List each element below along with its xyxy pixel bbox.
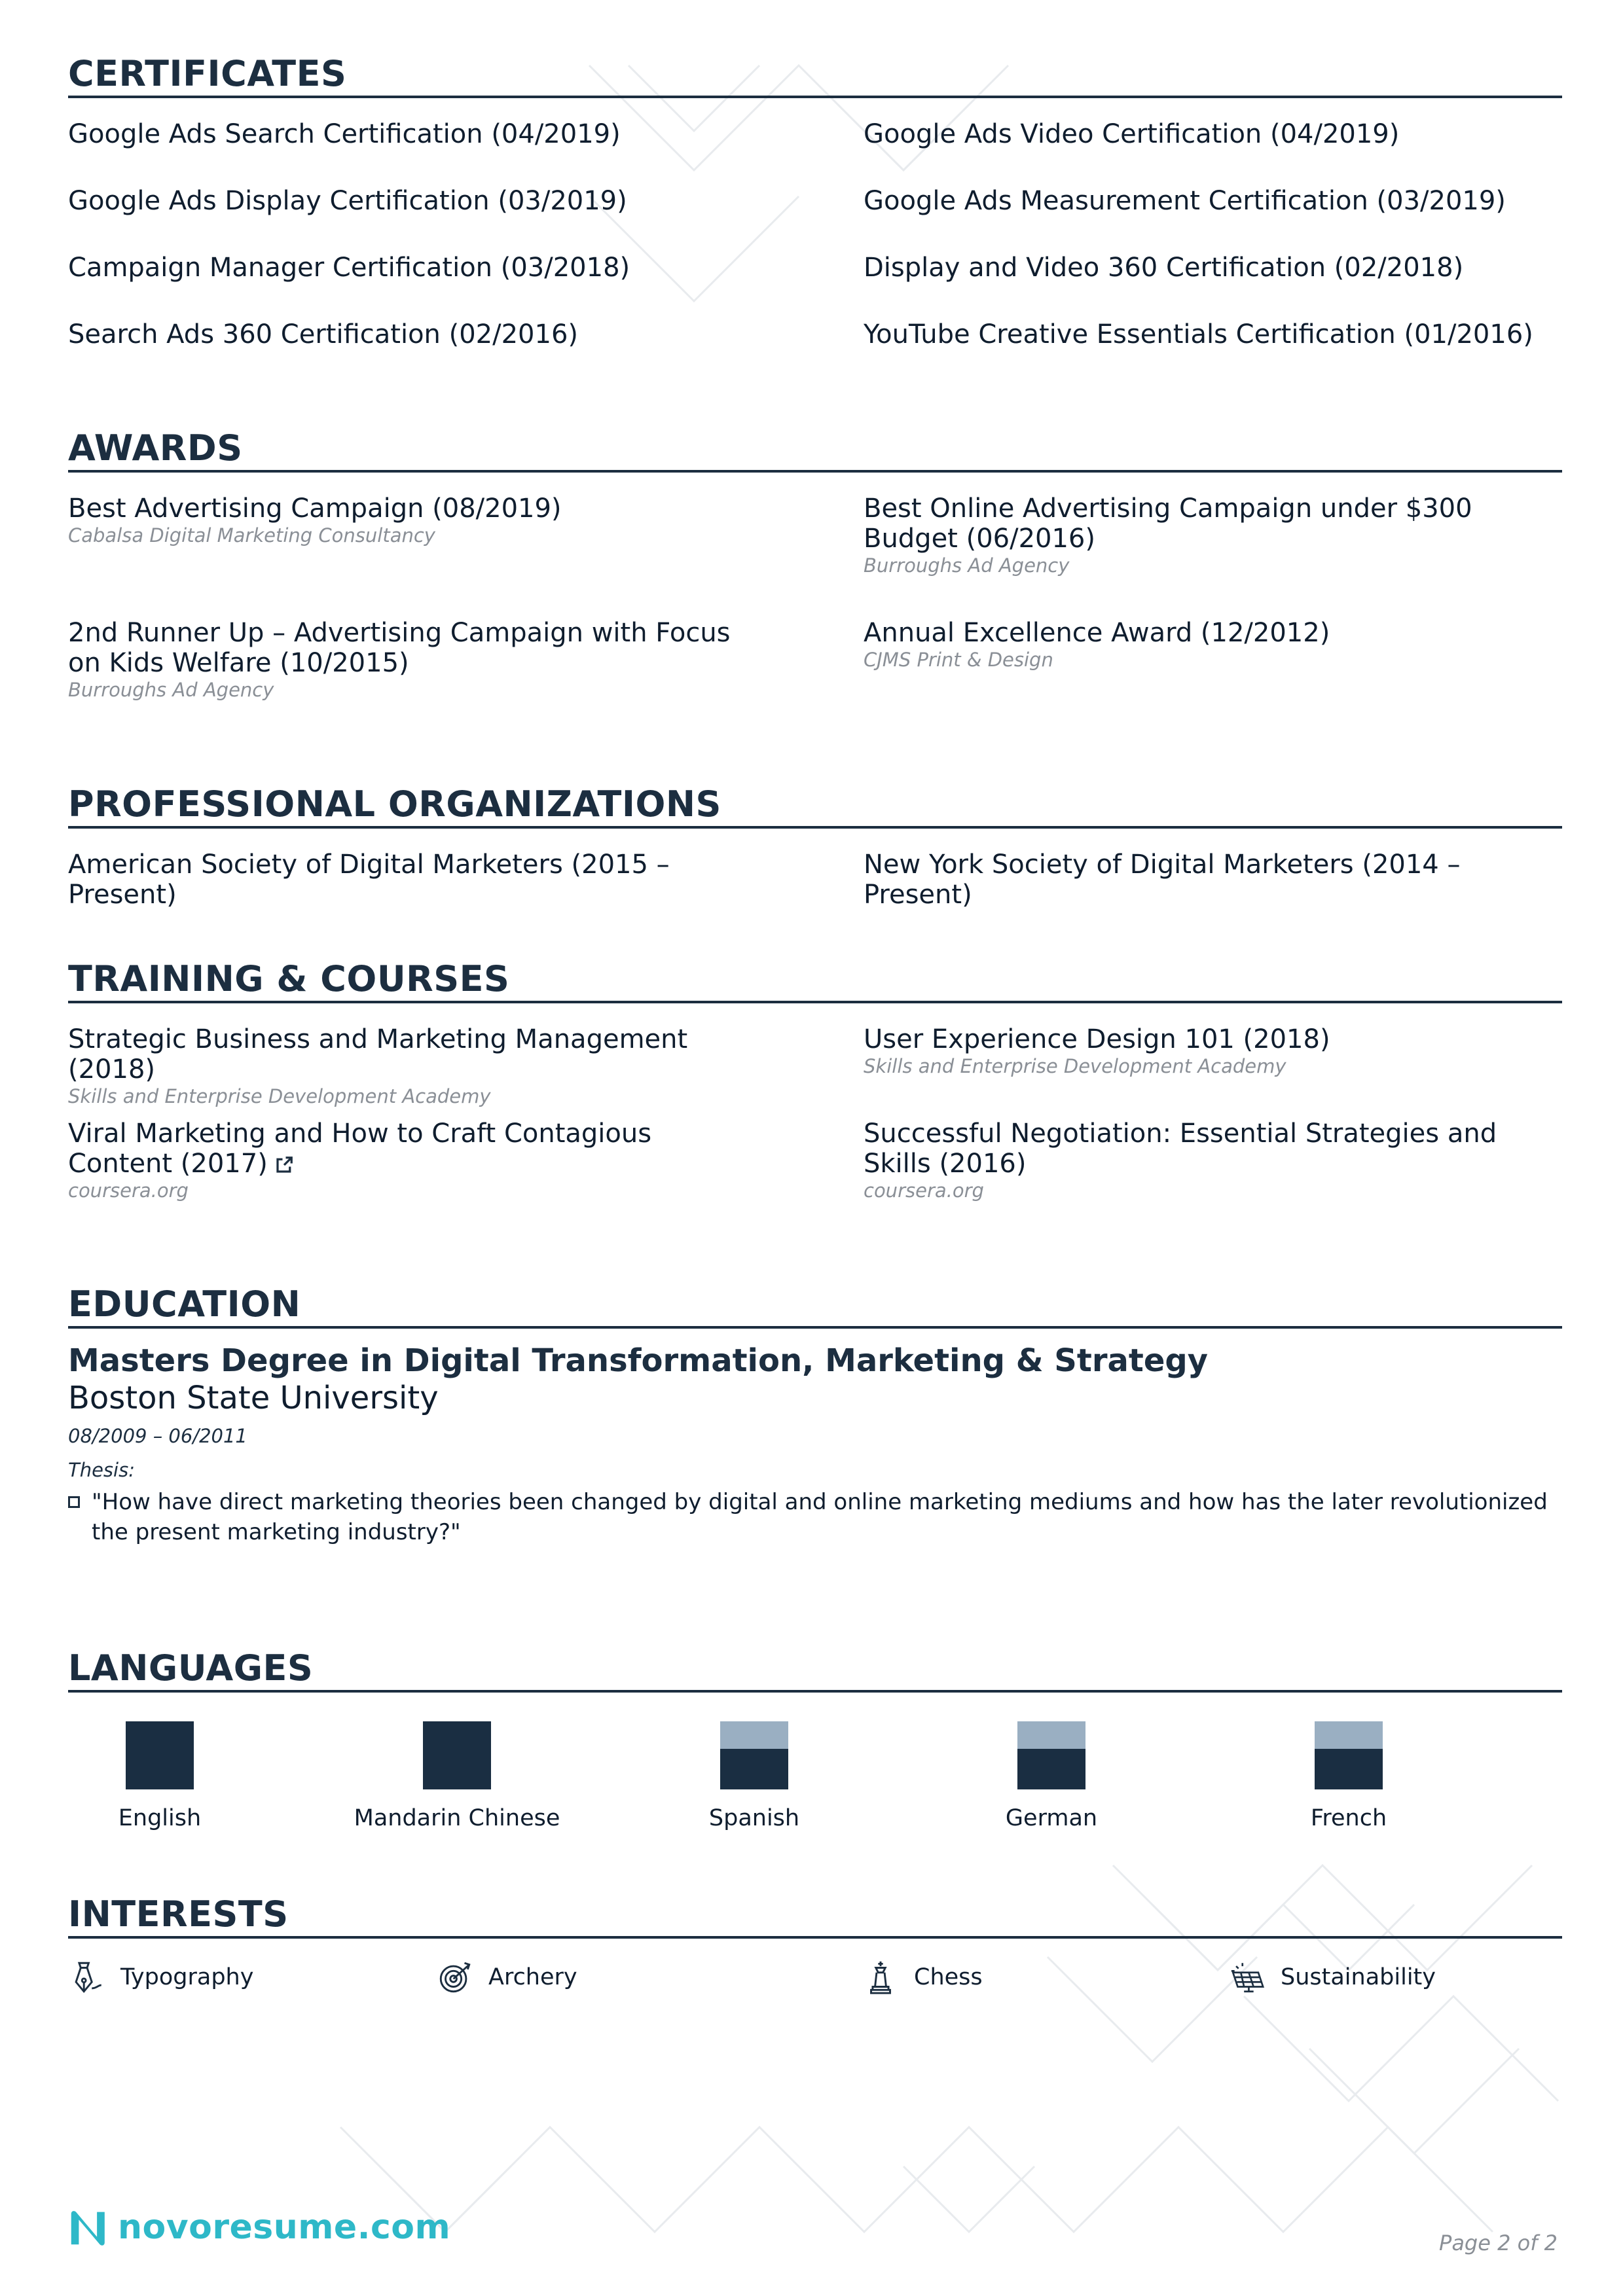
interests-section [68, 1893, 1562, 2017]
language-level-indicator [1017, 1721, 1085, 1789]
interest-label: Archery [488, 1964, 577, 1990]
brand-logo[interactable] [65, 2204, 450, 2250]
course-title: Viral Marketing and How to Craft Contagious Content (2017) [68, 1119, 652, 1179]
interest-label: Chess [914, 1964, 983, 1990]
section-title: INTERESTS [68, 1893, 1562, 1939]
award-title: Best Online Advertising Campaign under $300 Budget (06/2016) [864, 493, 1472, 554]
degree-title: Masters Degree in Digital Transformation, Marketing & Strategy [68, 1342, 1209, 1379]
section-title: TRAINING & COURSES [68, 958, 1562, 1003]
award-title: 2nd Runner Up – Advertising Campaign with Focus on Kids Welfare (10/2015) [68, 618, 731, 678]
language-level-indicator [423, 1721, 491, 1789]
certificate-item: Display and Video 360 Certification (02/2018) [864, 253, 1464, 283]
course-provider: coursera.org [68, 1179, 189, 1202]
level-fill [1017, 1749, 1085, 1789]
certificate-item: Google Ads Search Certification (04/2019) [68, 119, 621, 149]
course-item [68, 1024, 756, 1108]
interest-item [862, 1954, 983, 2000]
thesis-text: "How have direct marketing theories been changed by digital and online marketing mediums and how has the later revolutionized the present marketing industry?" [92, 1489, 1548, 1545]
certificate-item: Google Ads Video Certification (04/2019) [864, 119, 1400, 149]
certificate-item: YouTube Creative Essentials Certification (01/2016) [864, 319, 1533, 350]
level-empty [1017, 1721, 1085, 1749]
external-link-icon[interactable] [274, 1155, 294, 1175]
award-item [68, 493, 756, 547]
course-item [864, 1024, 1551, 1078]
course-title: Strategic Business and Marketing Management (2018) [68, 1024, 688, 1085]
thesis-bullet [68, 1487, 1562, 1547]
pen-nib-icon [68, 1958, 106, 1996]
page-number: Page 2 of 2 [1439, 2231, 1558, 2255]
course-item [864, 1119, 1551, 1202]
award-item [864, 493, 1551, 577]
organizations-section [68, 783, 1562, 910]
level-empty [720, 1721, 788, 1749]
certificate-item: Google Ads Measurement Certification (03/2019) [864, 186, 1506, 216]
section-title: CERTIFICATES [68, 52, 1562, 98]
section-title: EDUCATION [68, 1283, 1562, 1329]
novoresume-logo-icon [65, 2204, 111, 2250]
languages-section [68, 1647, 1562, 1843]
level-fill [423, 1721, 491, 1789]
course-title: User Experience Design 101 (2018) [864, 1024, 1330, 1054]
thesis-label: Thesis: [68, 1459, 135, 1481]
language-item [42, 1721, 278, 1833]
award-title: Annual Excellence Award (12/2012) [864, 618, 1330, 648]
course-provider: coursera.org [864, 1179, 984, 1202]
language-name: English [118, 1805, 202, 1831]
section-title: PROFESSIONAL ORGANIZATIONS [68, 783, 1562, 829]
interest-label: Sustainability [1281, 1964, 1436, 1990]
level-fill [720, 1749, 788, 1789]
school-name: Boston State University [68, 1380, 439, 1416]
certificate-item: Campaign Manager Certification (03/2018) [68, 253, 630, 283]
section-title: LANGUAGES [68, 1647, 1562, 1693]
organization-item: New York Society of Digital Marketers (2014 – Present) [864, 850, 1461, 910]
award-org: Burroughs Ad Agency [864, 554, 1070, 577]
section-title: AWARDS [68, 427, 1562, 473]
interest-label: Typography [120, 1964, 254, 1990]
level-fill [126, 1721, 194, 1789]
solar-panel-icon [1228, 1958, 1266, 1996]
level-fill [1315, 1749, 1383, 1789]
award-item [68, 618, 756, 702]
education-dates: 08/2009 – 06/2011 [68, 1425, 247, 1447]
language-level-indicator [1315, 1721, 1383, 1789]
certificate-item: Search Ads 360 Certification (02/2016) [68, 319, 579, 350]
bullet-square-icon [68, 1496, 80, 1508]
organization-item: American Society of Digital Marketers (2015 – Present) [68, 850, 670, 910]
language-item [1231, 1721, 1467, 1833]
interest-item [1228, 1954, 1436, 2000]
course-item [68, 1119, 756, 1202]
training-section [68, 958, 1562, 1239]
language-item [934, 1721, 1169, 1833]
language-level-indicator [126, 1721, 194, 1789]
award-org: CJMS Print & Design [864, 649, 1053, 671]
language-item [636, 1721, 872, 1833]
course-provider: Skills and Enterprise Development Academy [68, 1085, 491, 1107]
course-title: Successful Negotiation: Essential Strategies and Skills (2016) [864, 1119, 1497, 1179]
brand-name: novoresume.com [118, 2208, 451, 2247]
award-org: Burroughs Ad Agency [68, 679, 274, 701]
award-title: Best Advertising Campaign (08/2019) [68, 493, 562, 524]
certificate-item: Google Ads Display Certification (03/2019) [68, 186, 627, 216]
award-item [864, 618, 1551, 672]
target-arrow-icon [436, 1958, 474, 1996]
language-name: Mandarin Chinese [354, 1805, 560, 1831]
interest-item [436, 1954, 577, 2000]
certificates-section [68, 52, 1562, 386]
awards-section [68, 427, 1562, 747]
award-org: Cabalsa Digital Marketing Consultancy [68, 524, 435, 547]
interest-item [68, 1954, 253, 2000]
education-section [68, 1283, 1562, 1547]
language-name: Spanish [708, 1805, 800, 1831]
course-provider: Skills and Enterprise Development Academy [864, 1055, 1286, 1077]
language-name: French [1310, 1805, 1387, 1831]
language-name: German [1005, 1805, 1098, 1831]
chess-piece-icon [862, 1958, 900, 1996]
language-item [339, 1721, 575, 1833]
level-empty [1315, 1721, 1383, 1749]
language-level-indicator [720, 1721, 788, 1789]
